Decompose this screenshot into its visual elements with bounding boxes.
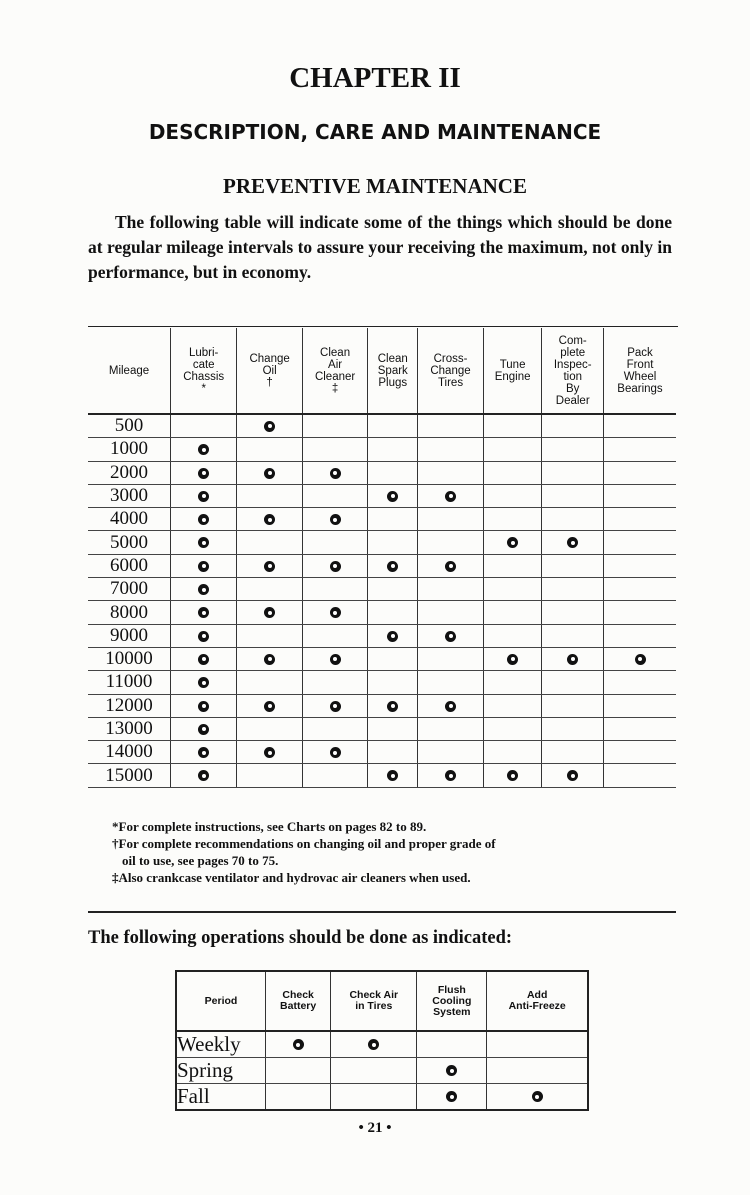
table-cell [368, 647, 418, 670]
row-label: 7000 [88, 578, 171, 601]
table-row [88, 508, 676, 531]
table-cell [418, 438, 483, 461]
table-cell [171, 694, 237, 717]
table-cell [483, 601, 542, 624]
table-cell [302, 578, 367, 601]
table-cell [418, 461, 483, 484]
table-cell [368, 624, 418, 647]
table-cell [604, 647, 677, 670]
check-mark-icon [198, 491, 209, 502]
table-cell [237, 647, 302, 670]
check-mark-icon [387, 770, 398, 781]
table-cell [604, 717, 677, 740]
check-mark-icon [330, 654, 341, 665]
table-cell [302, 764, 367, 787]
table-cell [302, 554, 367, 577]
table-cell [483, 694, 542, 717]
check-mark-icon [198, 514, 209, 525]
table-cell [604, 414, 677, 438]
check-mark-icon [198, 724, 209, 735]
table-row [88, 414, 676, 438]
table-cell [368, 601, 418, 624]
check-mark-icon [330, 747, 341, 758]
table-cell [604, 554, 677, 577]
check-mark-icon [330, 561, 341, 572]
table-cell [237, 717, 302, 740]
table-cell [418, 741, 483, 764]
table-cell [542, 414, 604, 438]
table-cell [418, 554, 483, 577]
page-number: • 21 • [358, 1120, 392, 1136]
footnote-chassis: *For complete instructions, see Charts on pages 82 to 89. [112, 819, 427, 834]
table-cell [368, 764, 418, 787]
table-cell [171, 717, 237, 740]
table-cell [417, 1031, 487, 1058]
check-mark-icon [446, 1065, 457, 1076]
table-cell [542, 764, 604, 787]
table-cell [542, 601, 604, 624]
table-cell [418, 764, 483, 787]
table-cell [542, 461, 604, 484]
table-cell [368, 671, 418, 694]
row-label: Fall [176, 1084, 266, 1111]
table-row [88, 671, 676, 694]
check-mark-icon [445, 770, 456, 781]
check-mark-icon [567, 654, 578, 665]
table-cell [417, 1058, 487, 1084]
table-cell [266, 1058, 331, 1084]
table-cell [368, 741, 418, 764]
table-cell [604, 624, 677, 647]
table-cell [418, 508, 483, 531]
row-label: 4000 [88, 508, 171, 531]
check-mark-icon [330, 468, 341, 479]
check-mark-icon [387, 491, 398, 502]
table-cell [237, 764, 302, 787]
check-mark-icon [330, 514, 341, 525]
table-cell [368, 461, 418, 484]
check-mark-icon [264, 468, 275, 479]
table-cell [368, 438, 418, 461]
table-cell [418, 484, 483, 507]
table-cell [237, 438, 302, 461]
table-cell [302, 624, 367, 647]
table-cell [483, 578, 542, 601]
check-mark-icon [198, 468, 209, 479]
table-cell [418, 601, 483, 624]
table-cell [604, 741, 677, 764]
table-cell [604, 531, 677, 554]
table-cell [171, 484, 237, 507]
table-cell [171, 414, 237, 438]
table-cell [302, 531, 367, 554]
table-row [88, 647, 676, 670]
row-label: 13000 [88, 717, 171, 740]
row-label: 1000 [88, 438, 171, 461]
table-row [88, 578, 676, 601]
table-cell [483, 414, 542, 438]
table-row [88, 461, 676, 484]
column-header: Clean Air Cleaner ‡ [302, 328, 367, 414]
column-header: Clean Spark Plugs [368, 328, 418, 414]
table-row [88, 741, 676, 764]
table-row [176, 1084, 588, 1111]
table-cell [487, 1084, 588, 1111]
table-cell [237, 624, 302, 647]
check-mark-icon [264, 514, 275, 525]
row-label: 14000 [88, 741, 171, 764]
row-label: 5000 [88, 531, 171, 554]
table-cell [418, 531, 483, 554]
check-mark-icon [445, 631, 456, 642]
check-mark-icon [198, 537, 209, 548]
table-cell [604, 484, 677, 507]
row-label: 15000 [88, 764, 171, 787]
check-mark-icon [198, 584, 209, 595]
table-cell [171, 741, 237, 764]
table-cell [368, 414, 418, 438]
table-cell [418, 414, 483, 438]
period-maintenance-table [175, 970, 589, 1111]
table-row [88, 764, 676, 787]
table-cell [171, 578, 237, 601]
check-mark-icon [368, 1039, 379, 1050]
table-cell [237, 671, 302, 694]
table-cell [604, 461, 677, 484]
table-cell [171, 647, 237, 670]
table-cell [542, 484, 604, 507]
table-cell [417, 1084, 487, 1111]
table-cell [604, 764, 677, 787]
table-cell [487, 1058, 588, 1084]
table-cell [302, 438, 367, 461]
column-header: Tune Engine [483, 328, 542, 414]
row-label: 9000 [88, 624, 171, 647]
table-cell [483, 647, 542, 670]
check-mark-icon [293, 1039, 304, 1050]
check-mark-icon [198, 654, 209, 665]
table-row [88, 531, 676, 554]
table-cell [604, 438, 677, 461]
table-cell [418, 624, 483, 647]
column-header: Pack Front Wheel Bearings [604, 328, 677, 414]
check-mark-icon [387, 631, 398, 642]
table-row [176, 1058, 588, 1084]
table-cell [302, 741, 367, 764]
row-label: 500 [88, 414, 171, 438]
table-cell [368, 554, 418, 577]
check-mark-icon [264, 561, 275, 572]
column-header: Lubri- cate Chassis * [171, 328, 237, 414]
table-cell [542, 531, 604, 554]
column-header: Change Oil † [237, 328, 302, 414]
check-mark-icon [445, 701, 456, 712]
column-header: Add Anti-Freeze [487, 971, 588, 1031]
check-mark-icon [330, 701, 341, 712]
row-label: 10000 [88, 647, 171, 670]
row-label: 11000 [88, 671, 171, 694]
column-header: Mileage [88, 328, 171, 414]
table-cell [368, 717, 418, 740]
divider [88, 911, 676, 913]
section-heading: PREVENTIVE MAINTENANCE [223, 174, 527, 198]
column-header: Flush Cooling System [417, 971, 487, 1031]
table-cell [171, 624, 237, 647]
check-mark-icon [198, 677, 209, 688]
check-mark-icon [446, 1091, 457, 1102]
table-cell [237, 554, 302, 577]
table-cell [237, 578, 302, 601]
table-cell [237, 508, 302, 531]
table-cell [483, 484, 542, 507]
table-cell [483, 741, 542, 764]
table-cell [331, 1031, 417, 1058]
row-label: 6000 [88, 554, 171, 577]
table-cell [604, 601, 677, 624]
table-cell [266, 1084, 331, 1111]
check-mark-icon [198, 747, 209, 758]
check-mark-icon [532, 1091, 543, 1102]
check-mark-icon [330, 607, 341, 618]
chapter-title: CHAPTER II [289, 62, 461, 94]
table-cell [418, 671, 483, 694]
mileage-maintenance-table [88, 328, 676, 788]
table-cell [604, 508, 677, 531]
check-mark-icon [264, 654, 275, 665]
check-mark-icon [507, 537, 518, 548]
table-cell [483, 717, 542, 740]
table-row [88, 694, 676, 717]
table-cell [483, 624, 542, 647]
table-row [88, 717, 676, 740]
intro-paragraph: The following table will indicate some of the things which should be done at regular mileage intervals to assure your receiving the maximum, not only in performance, but in economy. [88, 212, 672, 282]
table-cell [542, 554, 604, 577]
table-cell [487, 1031, 588, 1058]
check-mark-icon [445, 491, 456, 502]
table-cell [237, 484, 302, 507]
footnote-oil: †For complete recommendations on changing oil and proper grade of [112, 836, 496, 851]
row-label: 12000 [88, 694, 171, 717]
chapter-subtitle: DESCRIPTION, CARE AND MAINTENANCE [148, 120, 602, 144]
table-cell [368, 531, 418, 554]
table-cell [237, 531, 302, 554]
table-row [88, 484, 676, 507]
check-mark-icon [264, 701, 275, 712]
table-cell [237, 694, 302, 717]
divider [88, 326, 678, 327]
table-cell [237, 601, 302, 624]
table-cell [266, 1031, 331, 1058]
table-cell [604, 694, 677, 717]
table-cell [171, 508, 237, 531]
table-cell [171, 438, 237, 461]
table-cell [237, 414, 302, 438]
table-cell [418, 717, 483, 740]
check-mark-icon [264, 607, 275, 618]
table-cell [483, 671, 542, 694]
table-cell [302, 508, 367, 531]
table-cell [483, 531, 542, 554]
table-cell [483, 764, 542, 787]
column-header: Check Air in Tires [331, 971, 417, 1031]
table-cell [171, 764, 237, 787]
table-cell [331, 1058, 417, 1084]
table-cell [483, 461, 542, 484]
row-label: 2000 [88, 461, 171, 484]
check-mark-icon [387, 701, 398, 712]
check-mark-icon [198, 561, 209, 572]
column-header: Cross- Change Tires [418, 328, 483, 414]
check-mark-icon [445, 561, 456, 572]
table-cell [542, 578, 604, 601]
table-cell [483, 554, 542, 577]
table-cell [418, 647, 483, 670]
column-header: Period [176, 971, 266, 1031]
table-cell [604, 671, 677, 694]
table-cell [368, 694, 418, 717]
check-mark-icon [507, 770, 518, 781]
table-cell [302, 671, 367, 694]
row-label: Spring [176, 1058, 266, 1084]
table-cell [302, 694, 367, 717]
table-cell [418, 578, 483, 601]
table-cell [604, 578, 677, 601]
table-cell [542, 694, 604, 717]
table-cell [542, 624, 604, 647]
table-cell [368, 508, 418, 531]
table-row [88, 554, 676, 577]
check-mark-icon [198, 607, 209, 618]
footnote-air-cleaner: ‡Also crankcase ventilator and hydrovac air cleaners when used. [112, 870, 471, 885]
check-mark-icon [264, 747, 275, 758]
table-cell [542, 647, 604, 670]
table-cell [171, 461, 237, 484]
table-row [88, 624, 676, 647]
table-cell [368, 484, 418, 507]
table-cell [483, 508, 542, 531]
table-cell [542, 671, 604, 694]
check-mark-icon [567, 537, 578, 548]
table-cell [237, 741, 302, 764]
column-header: Com- plete Inspec- tion By Dealer [542, 328, 604, 414]
table-cell [368, 578, 418, 601]
row-label: Weekly [176, 1031, 266, 1058]
table-cell [302, 484, 367, 507]
check-mark-icon [198, 444, 209, 455]
check-mark-icon [198, 631, 209, 642]
footnotes [112, 818, 682, 886]
table-row [176, 1031, 588, 1058]
table-cell [302, 647, 367, 670]
row-label: 3000 [88, 484, 171, 507]
table-row [88, 438, 676, 461]
table-cell [542, 741, 604, 764]
table-cell [542, 438, 604, 461]
operations-heading: The following operations should be done as indicated: [88, 928, 513, 948]
table-cell [483, 438, 542, 461]
table-cell [171, 671, 237, 694]
check-mark-icon [264, 421, 275, 432]
table-cell [171, 601, 237, 624]
table-cell [542, 508, 604, 531]
table-cell [418, 694, 483, 717]
table-cell [237, 461, 302, 484]
footnote-oil-continued: oil to use, see pages 70 to 75. [122, 853, 279, 868]
table-cell [331, 1084, 417, 1111]
table-cell [542, 717, 604, 740]
column-header: Check Battery [266, 971, 331, 1031]
check-mark-icon [507, 654, 518, 665]
check-mark-icon [198, 701, 209, 712]
check-mark-icon [635, 654, 646, 665]
table-row [88, 601, 676, 624]
table-cell [171, 554, 237, 577]
table-cell [302, 717, 367, 740]
check-mark-icon [198, 770, 209, 781]
check-mark-icon [567, 770, 578, 781]
row-label: 8000 [88, 601, 171, 624]
check-mark-icon [387, 561, 398, 572]
table-cell [302, 601, 367, 624]
table-cell [302, 414, 367, 438]
table-cell [302, 461, 367, 484]
table-cell [171, 531, 237, 554]
